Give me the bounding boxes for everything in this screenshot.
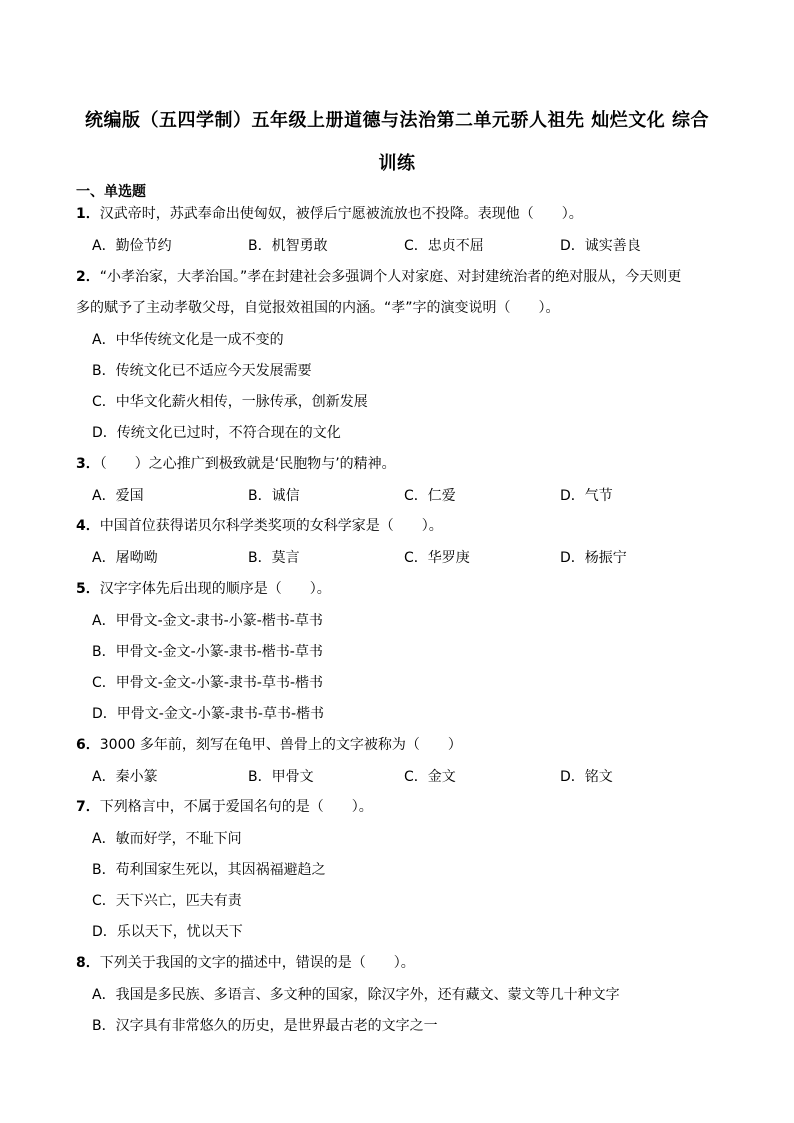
question-number: 7． [76,799,100,815]
option-5a: A．甲骨文-金文-隶书-小篆-楷书-草书 [92,613,323,629]
question-number: 3． [76,456,100,472]
question-number: 4． [76,518,100,534]
document-title-line1: 统编版（五四学制）五年级上册道德与法治第二单元骄人祖先 灿烂文化 综合 [84,110,710,131]
option-7a: A．敏而好学，不耻下问 [92,831,242,847]
question-number: 6． [76,737,100,753]
question-4 [76,511,724,542]
question-8 [76,948,724,979]
question-text: 中国首位获得诺贝尔科学类奖项的女科学家是（ ）。 [99,518,443,534]
option-4a: A．屠呦呦 [92,550,158,566]
option-2b: B．传统文化已不适应今天发展需要 [92,363,312,379]
question-5 [76,574,724,605]
question-1 [76,199,724,230]
option-6d: D．铭文 [560,769,613,785]
option-5d: D．甲骨文-金文-小篆-隶书-草书-楷书 [92,706,325,722]
option-4c: C．华罗庚 [404,550,470,566]
document-title-line2: 训练 [378,153,416,174]
question-number: 2． [76,269,100,285]
option-7b: B．苟利国家生死以，其因祸福避趋之 [92,862,326,878]
question-text: （ ）之心推广到极致就是‘民胞物与’的精神。 [99,456,396,472]
question-number: 8． [76,955,100,971]
question-text: 3000 多年前，刻写在龟甲、兽骨上的文字被称为（ ） [99,737,462,753]
question-text: 下列关于我国的文字的描述中，错误的是（ ）。 [99,955,415,971]
option-8b: B．汉字具有非常悠久的历史，是世界最古老的文字之一 [92,1018,438,1034]
option-3d: D．气节 [560,488,613,504]
option-7d: D．乐以天下，忧以天下 [92,924,243,940]
option-3a: A．爱国 [92,488,144,504]
question-text-line1: “小孝治家，大孝治国。”孝在封建社会多强调个人对家庭、对封建统治者的绝对服从，今天则更 [99,269,682,285]
option-1b: B．机智勇敢 [248,238,328,254]
option-6a: A．秦小篆 [92,769,158,785]
question-text-line2: 多的赋予了主动孝敬父母，自觉报效祖国的内涵。“孝”字的演变说明（ ）。 [76,300,560,316]
question-text: 汉武帝时，苏武奉命出使匈奴，被俘后宁愿被流放也不投降。表现他（ ）。 [99,206,583,222]
option-5b: B．甲骨文-金文-小篆-隶书-楷书-草书 [92,644,323,660]
question-3 [76,449,724,480]
question-number: 1． [76,206,100,222]
option-2d: D．传统文化已过时，不符合现在的文化 [92,425,341,441]
option-3b: B．诚信 [248,488,300,504]
option-1a: A．勤俭节约 [92,238,172,254]
question-text: 下列格言中，不属于爱国名句的是（ ）。 [99,799,373,815]
option-7c: C．天下兴亡，匹夫有责 [92,893,242,909]
question-6 [76,730,724,761]
option-2c: C．中华文化薪火相传，一脉传承，创新发展 [92,394,368,410]
question-text: 汉字字体先后出现的顺序是（ ）。 [99,581,331,597]
option-6b: B．甲骨文 [248,769,314,785]
option-3c: C．仁爱 [404,488,456,504]
option-5c: C．甲骨文-金文-小篆-隶书-草书-楷书 [92,675,324,691]
option-1d: D．诚实善良 [560,238,641,254]
question-2 [76,262,724,293]
option-4d: D．杨振宁 [560,550,627,566]
option-1c: C．忠贞不屈 [404,238,484,254]
option-8a: A．我国是多民族、多语言、多文种的国家，除汉字外，还有藏文、蒙文等几十种文字 [92,987,620,1003]
question-number: 5． [76,581,100,597]
option-4b: B．莫言 [248,550,300,566]
question-2-continued [76,293,724,324]
section-heading: 一、单选题 [76,184,146,200]
question-7 [76,792,724,823]
option-2a: A．中华传统文化是一成不变的 [92,332,284,348]
option-6c: C．金文 [404,769,456,785]
